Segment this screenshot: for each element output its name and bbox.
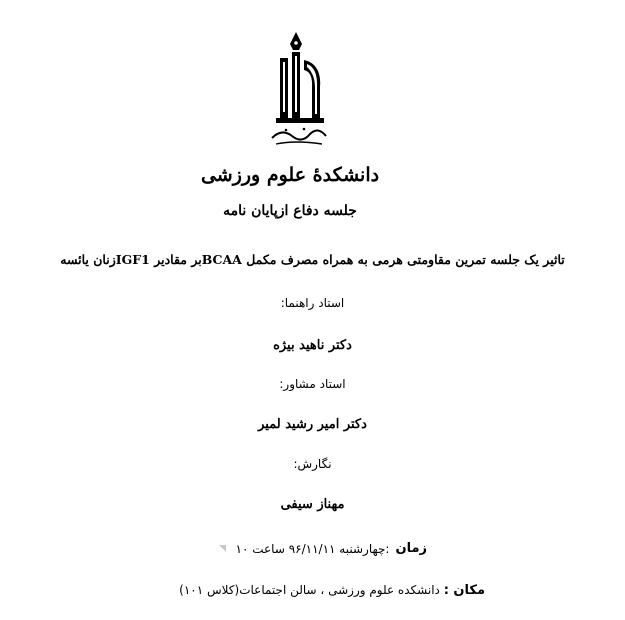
author-label: نگارش:	[293, 457, 332, 471]
session-title: جلسه دفاع ازپایان نامه	[223, 203, 357, 219]
place-value: دانشکده علوم ورزشی ، سالن اجتماعات(کلاس ۱۰۱)	[179, 583, 444, 597]
time-value: :چهارشنبه ۹۶/۱۱/۱۱ ساعت ۱۰	[235, 541, 390, 556]
university-logo	[266, 30, 330, 148]
faculty-title: دانشکدهٔ علوم ورزشی	[200, 164, 380, 186]
thesis-title: تاثیر یک جلسه تمرین مقاومتی هرمی به همراه مصرف مکمل BCAAبر مقادیر IGF1زنان یائسه	[60, 252, 565, 267]
time-label: زمان	[395, 541, 427, 556]
place-row	[179, 583, 485, 598]
supervisor-name: دکتر ناهید بیژه	[273, 338, 352, 353]
bullet-triangle-icon	[219, 545, 226, 552]
place-label: مکان :	[443, 583, 485, 598]
author-name: مهناز سیفی	[280, 497, 345, 512]
advisor-name: دکتر امیر رشید لمیر	[258, 417, 367, 432]
supervisor-label: استاد راهنما:	[280, 296, 345, 310]
advisor-label: استاد مشاور:	[279, 377, 346, 391]
time-row	[219, 541, 427, 556]
